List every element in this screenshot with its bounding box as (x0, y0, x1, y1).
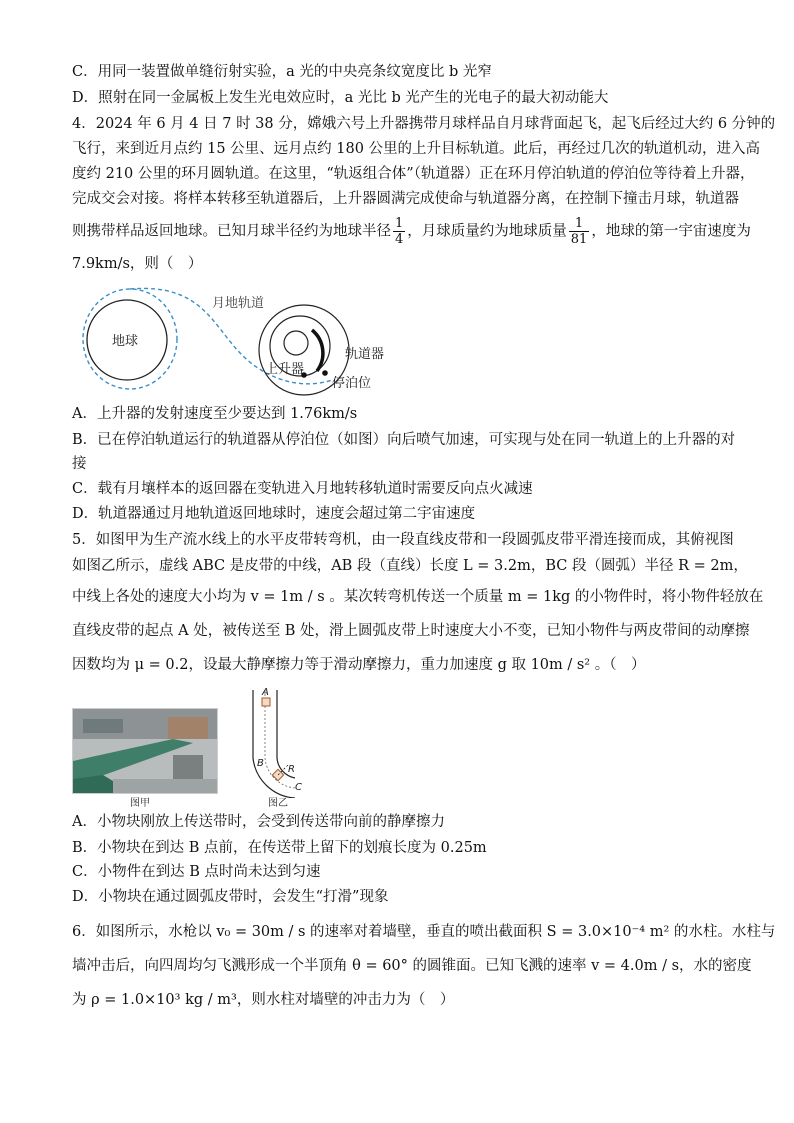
mass-fraction-num: 1 (569, 216, 590, 232)
question-5-line-3: 中线上各处的速度大小均为 v = 1m / s 。某次转弯机传送一个质量 m = 1kg 的小物件时，将小物件轻放在 (72, 589, 764, 605)
option-4a: A．上升器的发射速度至少要达到 1.76km/s (72, 406, 358, 422)
radius-fraction-den: 4 (395, 232, 404, 247)
option-4b-line-1: B．已在停泊轨道运行的轨道器从停泊位（如图）向后喷气加速，可实现与处在同一轨道上的上升器的对 (72, 432, 736, 448)
option-5c: C．小物件在到达 B 点时尚未达到匀速 (72, 864, 321, 880)
question-4-line-4: 完成交会对接。将样本转移至轨道器后，上升器圆满完成使命与轨道器分离，在控制下撞击月球，轨道器 (72, 191, 739, 207)
option-4d: D．轨道器通过月地轨道返回地球时，速度会超过第二宇宙速度 (72, 506, 476, 522)
question-5-line-4: 直线皮带的起点 A 处，被传送至 B 处，滑上圆弧皮带上时速度大小不变，已知小物件与两皮带间的动摩擦 (72, 623, 750, 639)
question-6-line-2: 墙冲击后，向四周均匀飞溅形成一个半顶角 θ = 60° 的圆锥面。已知飞溅的速率 v = 4.0m / s，水的密度 (72, 958, 752, 974)
question-6-line-3: 为 ρ = 1.0×10³ kg / m³，则水柱对墙壁的冲击力为（ ） (72, 992, 455, 1008)
q4-line5-part3: ，地球的第一宇宙速度为 (591, 223, 751, 240)
mass-fraction-den: 81 (570, 232, 588, 247)
orbiter-label: 轨道器 (345, 347, 385, 362)
mass-fraction (569, 216, 590, 247)
option-4c: C．载有月壤样本的返回器在变轨进入月地转移轨道时需要反向点火减速 (72, 481, 533, 497)
option-5a: A．小物块刚放上传送带时，会受到传送带向前的静摩擦力 (72, 814, 445, 830)
photo-caption: 图甲 (130, 798, 150, 809)
belt-left-edge (253, 690, 295, 798)
topview-caption: 图乙 (268, 798, 288, 809)
question-5-line-1: 5．如图甲为生产流水线上的水平皮带转弯机，由一段直线皮带和一段圆弧皮带平滑连接而成，其俯视图 (72, 532, 734, 548)
conveyor-photo-art (73, 709, 217, 793)
option-3d: D．照射在同一金属板上发生光电效应时，a 光比 b 光产生的光电子的最大初动能大 (72, 90, 609, 106)
point-A-label: A (262, 687, 269, 698)
block-at-A (262, 698, 270, 706)
ascender-label: 上升器 (265, 362, 305, 377)
question-4-line-6: 7.9km/s，则（ ） (72, 256, 203, 272)
question-4-line-3: 度约 210 公里的环月圆轨道。在这里，“轨返组合体”（轨道器）正在环月停泊轨道的停泊位等待着上升器， (72, 166, 755, 182)
radius-fraction-num: 1 (395, 216, 404, 231)
radius-R-label: R (288, 764, 295, 775)
earth-label: 地球 (112, 334, 139, 349)
option-5d: D．小物块在通过圆弧皮带时，会发生“打滑”现象 (72, 889, 389, 905)
question-4-line-5 (72, 216, 751, 247)
parking-dot (322, 370, 328, 376)
point-C-label: C (295, 782, 302, 793)
q4-line5-part1: 则携带样品返回地球。已知月球半径约为地球半径 (72, 223, 391, 240)
moon-circle (284, 331, 308, 355)
orbit-diagram (72, 285, 402, 400)
q4-line5-part2: ，月球质量约为地球质量 (407, 223, 567, 240)
question-4-line-1: 4．2024 年 6 月 4 日 7 时 38 分，嫦娥六号上升器携带月球样品自月球背面起飞，起飞后经过大约 6 分钟的 (72, 116, 776, 132)
conveyor-photo (72, 708, 218, 794)
option-5b: B．小物块在到达 B 点前，在传送带上留下的划痕长度为 0.25m (72, 840, 487, 856)
orbiter-arc (312, 330, 323, 371)
question-6-line-1: 6．如图所示，水枪以 v₀ = 30m / s 的速率对着墙壁，垂直的喷出截面积 S = 3.0×10⁻⁴ m² 的水柱。水柱与 (72, 924, 776, 940)
question-5-line-5: 因数均为 μ = 0.2，设最大静摩擦力等于滑动摩擦力，重力加速度 g 取 10m / s² 。（ ） (72, 657, 646, 673)
point-B-label: B (257, 758, 264, 769)
radius-fraction (393, 216, 405, 247)
question-4-line-2: 飞行，来到近月点约 15 公里、远月点约 180 公里的上升目标轨道。此后，再经过几次的轨道机动，进入高 (72, 141, 761, 157)
transfer-orbit-label: 月地轨道 (212, 296, 265, 311)
conveyor-top-view (240, 686, 310, 798)
option-4b-line-2: 接 (72, 456, 87, 472)
question-5-line-2: 如图乙所示，虚线 ABC 是皮带的中线，AB 段（直线）长度 L = 3.2m，BC 段（圆弧）半径 R = 2m， (72, 558, 748, 574)
parking-label: 停泊位 (332, 376, 372, 391)
option-3c: C．用同一装置做单缝衍射实验，a 光的中央亮条纹宽度比 b 光窄 (72, 64, 492, 80)
